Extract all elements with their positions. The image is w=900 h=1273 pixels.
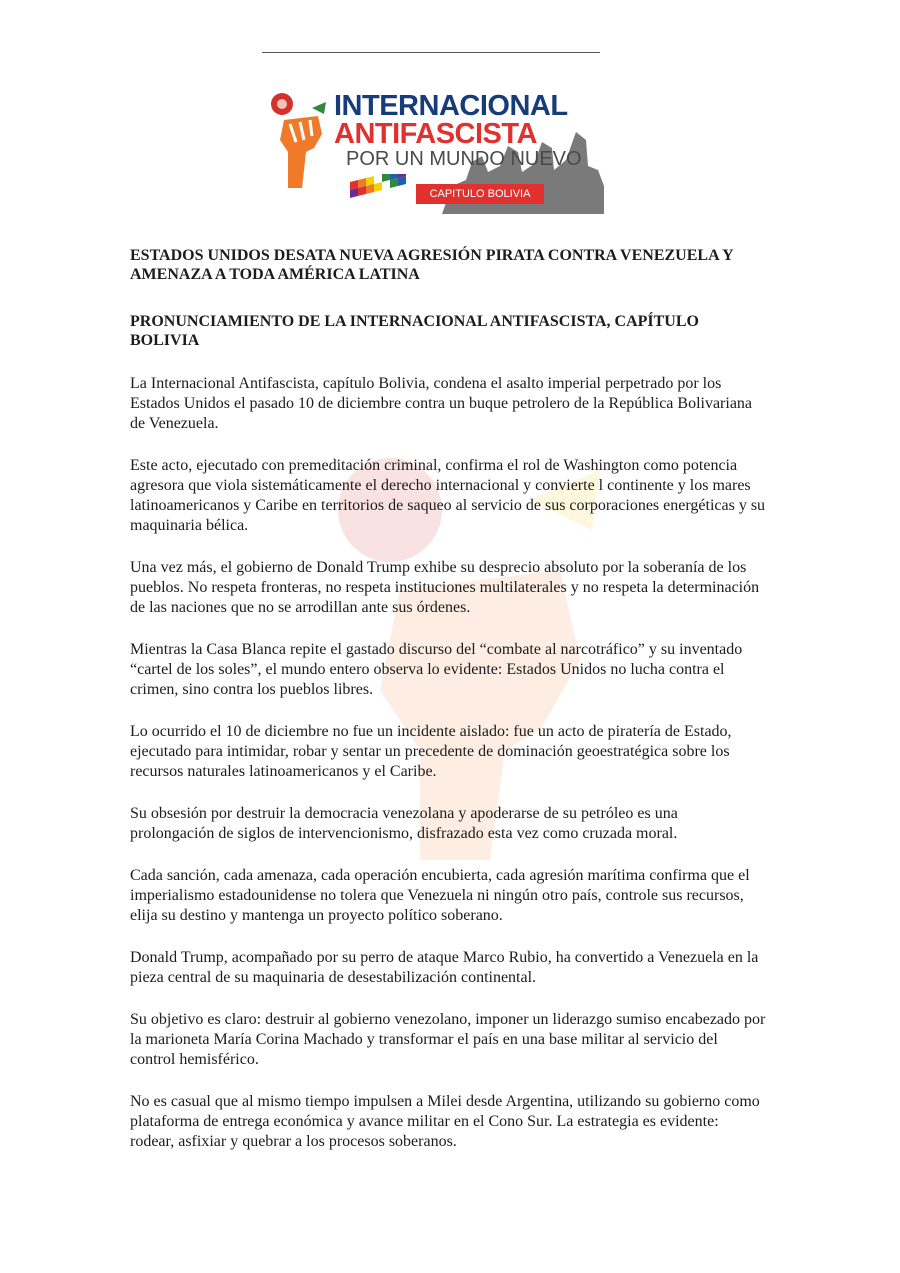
paragraph: Este acto, ejecutado con premeditación criminal, confirma el rol de Washington como potencia agresora que viola sistemáticamente el derecho internacional y convierte l continente y los mares latinoamericanos y Caribe en territorios de saqueo al servicio de sus corporaciones energéticas y su maquinaria bélica. <box>130 457 766 534</box>
paragraph: Lo ocurrido el 10 de diciembre no fue un incidente aislado: fue un acto de piratería de Estado, ejecutado para intimidar, robar y sentar un precedente de dominación geoestratégica sobre los recursos naturales latinoamericanos y el Caribe. <box>130 723 732 780</box>
paragraph: Cada sanción, cada amenaza, cada operación encubierta, cada agresión marítima confirma que el imperialismo estadounidense no tolera que Venezuela ni ningún otro país, controle sus recursos, elija su destino y mantenga un proyecto político soberano. <box>130 867 750 924</box>
paragraph: Su objetivo es claro: destruir al gobierno venezolano, imponer un liderazgo sumiso encabezado por la marioneta María Corina Machado y transformar el país en una base militar al servicio del control hemisférico. <box>130 1011 766 1068</box>
logo-line-1: INTERNACIONAL <box>334 90 568 122</box>
wiphala-flag-icon <box>350 174 406 204</box>
logo-line-2: ANTIFASCISTA <box>334 118 537 150</box>
paragraph: Su obsesión por destruir la democracia venezolana y apoderarse de su petróleo es una prolongación de siglos de intervencionismo, disfrazado esta vez como cruzada moral. <box>130 805 678 842</box>
document-body <box>130 246 770 1152</box>
paragraph: La Internacional Antifascista, capítulo Bolivia, condena el asalto imperial perpetrado por los Estados Unidos el pasado 10 de diciembre contra un buque petrolero de la República Bolivariana de Venezuela. <box>130 375 753 432</box>
raised-fist-icon <box>262 90 332 190</box>
paragraph: Una vez más, el gobierno de Donald Trump exhibe su desprecio absoluto por la soberanía de los pueblos. No respeta fronteras, no respeta instituciones multilaterales y no respeta la determinación de las naciones que no se arrodillan ante sus órdenes. <box>130 559 760 616</box>
logo-tagline: POR UN MUNDO NUEVO <box>346 148 582 170</box>
paragraph: Donald Trump, acompañado por su perro de ataque Marco Rubio, ha convertido a Venezuela en la pieza central de su maquinaria de desestabilización continental. <box>130 949 759 986</box>
logo <box>262 90 604 214</box>
document-title: ESTADOS UNIDOS DESATA NUEVA AGRESIÓN PIRATA CONTRA VENEZUELA Y AMENAZA A TODA AMÉRICA LATINA <box>130 247 734 283</box>
logo-chapter-badge: CAPITULO BOLIVIA <box>416 184 544 204</box>
header-rule <box>262 52 600 53</box>
document-subtitle: PRONUNCIAMIENTO DE LA INTERNACIONAL ANTIFASCISTA, CAPÍTULO BOLIVIA <box>130 313 699 349</box>
paragraph: No es casual que al mismo tiempo impulsen a Milei desde Argentina, utilizando su gobierno como plataforma de entrega económica y avance militar en el Cono Sur. La estrategia es evidente: rodear, asfixiar y quebrar a los procesos soberanos. <box>130 1093 760 1150</box>
paragraph: Mientras la Casa Blanca repite el gastado discurso del “combate al narcotráfico” y su inventado “cartel de los soles”, el mundo entero observa lo evidente: Estados Unidos no lucha contra el crimen, sino contra los pueblos libres. <box>130 641 743 698</box>
